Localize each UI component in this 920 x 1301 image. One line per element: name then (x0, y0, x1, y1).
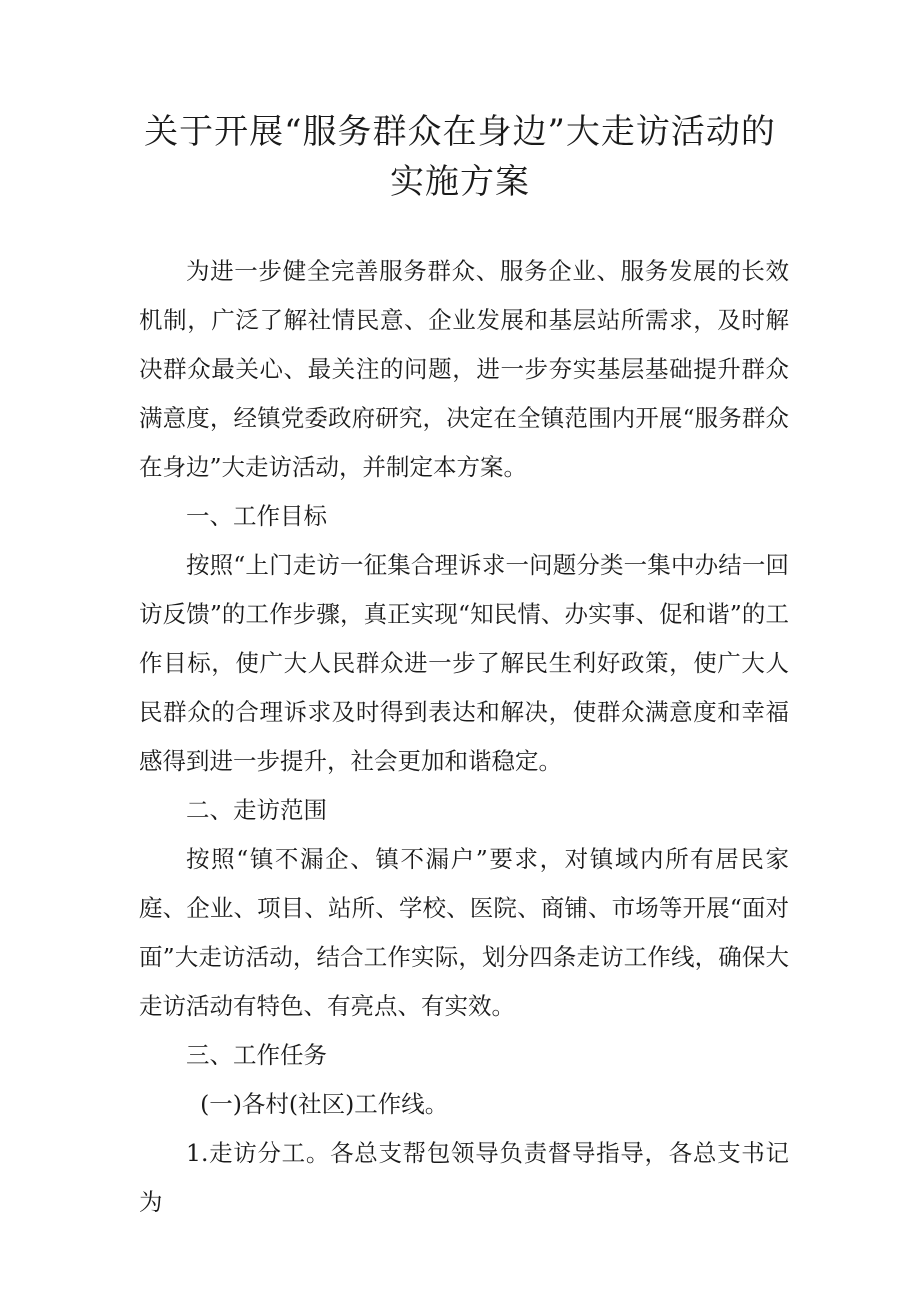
section-heading-scope: 二、走访范围 (186, 796, 327, 824)
document-body (139, 247, 789, 1227)
scope-paragraph: 按照“镇不漏企、镇不漏户”要求，对镇域内所有居民家庭、企业、项目、站所、学校、医院、商铺、市场等开展“面对面”大走访活动，结合工作实际，划分四条走访工作线，确保大走访活动有特色、有亮点、有实效。 (139, 845, 789, 1020)
section-heading-tasks: 三、工作任务 (186, 1041, 327, 1069)
section-heading-goals: 一、工作目标 (186, 502, 327, 530)
intro-paragraph: 为进一步健全完善服务群众、服务企业、服务发展的长效机制，广泛了解社情民意、企业发展和基层站所需求，及时解决群众最关心、最关注的问题，进一步夯实基层基础提升群众满意度，经镇党委政府研究，决定在全镇范围内开展“服务群众在身边”大走访活动，并制定本方案。 (139, 257, 789, 481)
item-visit-division: 1.走访分工。各总支帮包领导负责督导指导，各总支书记为 (139, 1139, 789, 1216)
subsection-heading-village: (一)各村(社区)工作线。 (200, 1090, 449, 1118)
document-title-line-2: 实施方案 (390, 162, 530, 202)
goals-paragraph: 按照“上门走访一征集合理诉求一问题分类一集中办结一回访反馈”的工作步骤，真正实现“知民情、办实事、促和谐”的工作目标，使广大人民群众进一步了解民生利好政策，使广大人民群众的合理诉求及时得到表达和解决，使群众满意度和幸福感得到进一步提升，社会更加和谐稳定。 (139, 551, 789, 775)
document-title-line-1: 关于开展“服务群众在身边”大走访活动的 (144, 112, 776, 152)
